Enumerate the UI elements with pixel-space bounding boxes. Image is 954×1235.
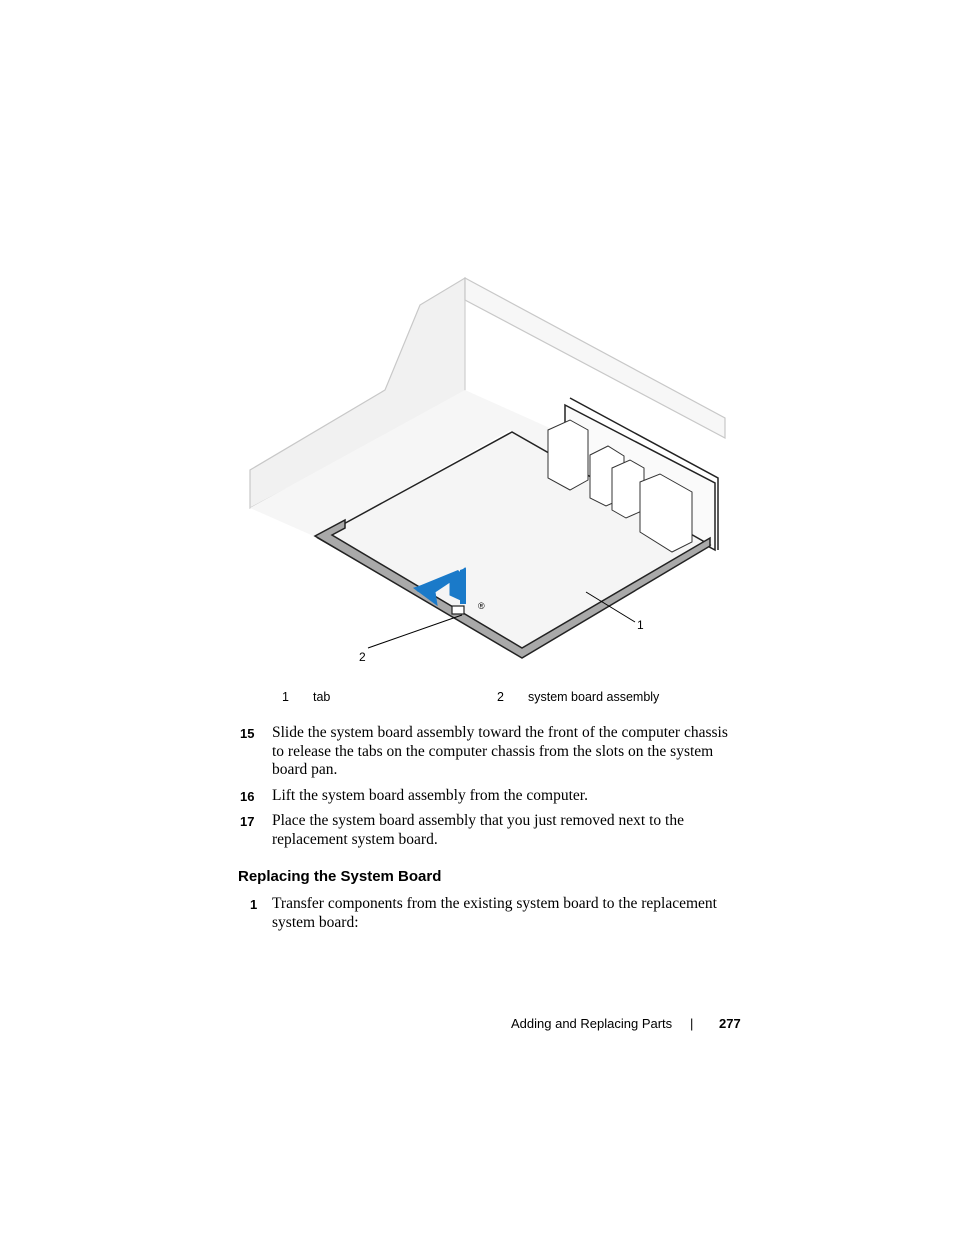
substep-1 [240, 895, 740, 932]
step-text: Transfer components from the existing system board to the replacement system board: [272, 895, 717, 931]
step-17 [240, 812, 740, 849]
step-15 [240, 724, 740, 780]
system-board-illustration [240, 270, 740, 670]
step-number: 16 [240, 789, 255, 804]
callout-number-1: 1 [637, 618, 644, 632]
step-number: 17 [240, 814, 255, 829]
footer-section-title: Adding and Replacing Parts [511, 1016, 673, 1031]
legend-label-1: tab [313, 690, 331, 704]
pan-tab [452, 606, 464, 614]
step-number: 15 [240, 726, 255, 741]
legend-num-2: 2 [497, 690, 504, 704]
legend-label-2: system board assembly [528, 690, 660, 704]
connector-block-1 [548, 420, 588, 490]
connector-block-3 [612, 460, 644, 518]
step-text: Place the system board assembly that you just removed next to the replacement system board. [272, 812, 684, 848]
step-text: Slide the system board assembly toward the front of the computer chassis to release the tabs on the computer chassis from the slots on the system board pan. [272, 724, 728, 778]
legend-num-1: 1 [282, 690, 289, 704]
chassis-drawing [240, 270, 740, 670]
footer-separator: | [690, 1016, 694, 1031]
section-heading: Replacing the System Board [238, 868, 442, 885]
step-16 [240, 787, 740, 806]
step-text: Lift the system board assembly from the computer. [272, 787, 588, 804]
page-number: 277 [719, 1016, 741, 1031]
registered-mark: ® [478, 601, 485, 611]
callout-number-2: 2 [359, 650, 366, 664]
step-number: 1 [250, 897, 258, 912]
